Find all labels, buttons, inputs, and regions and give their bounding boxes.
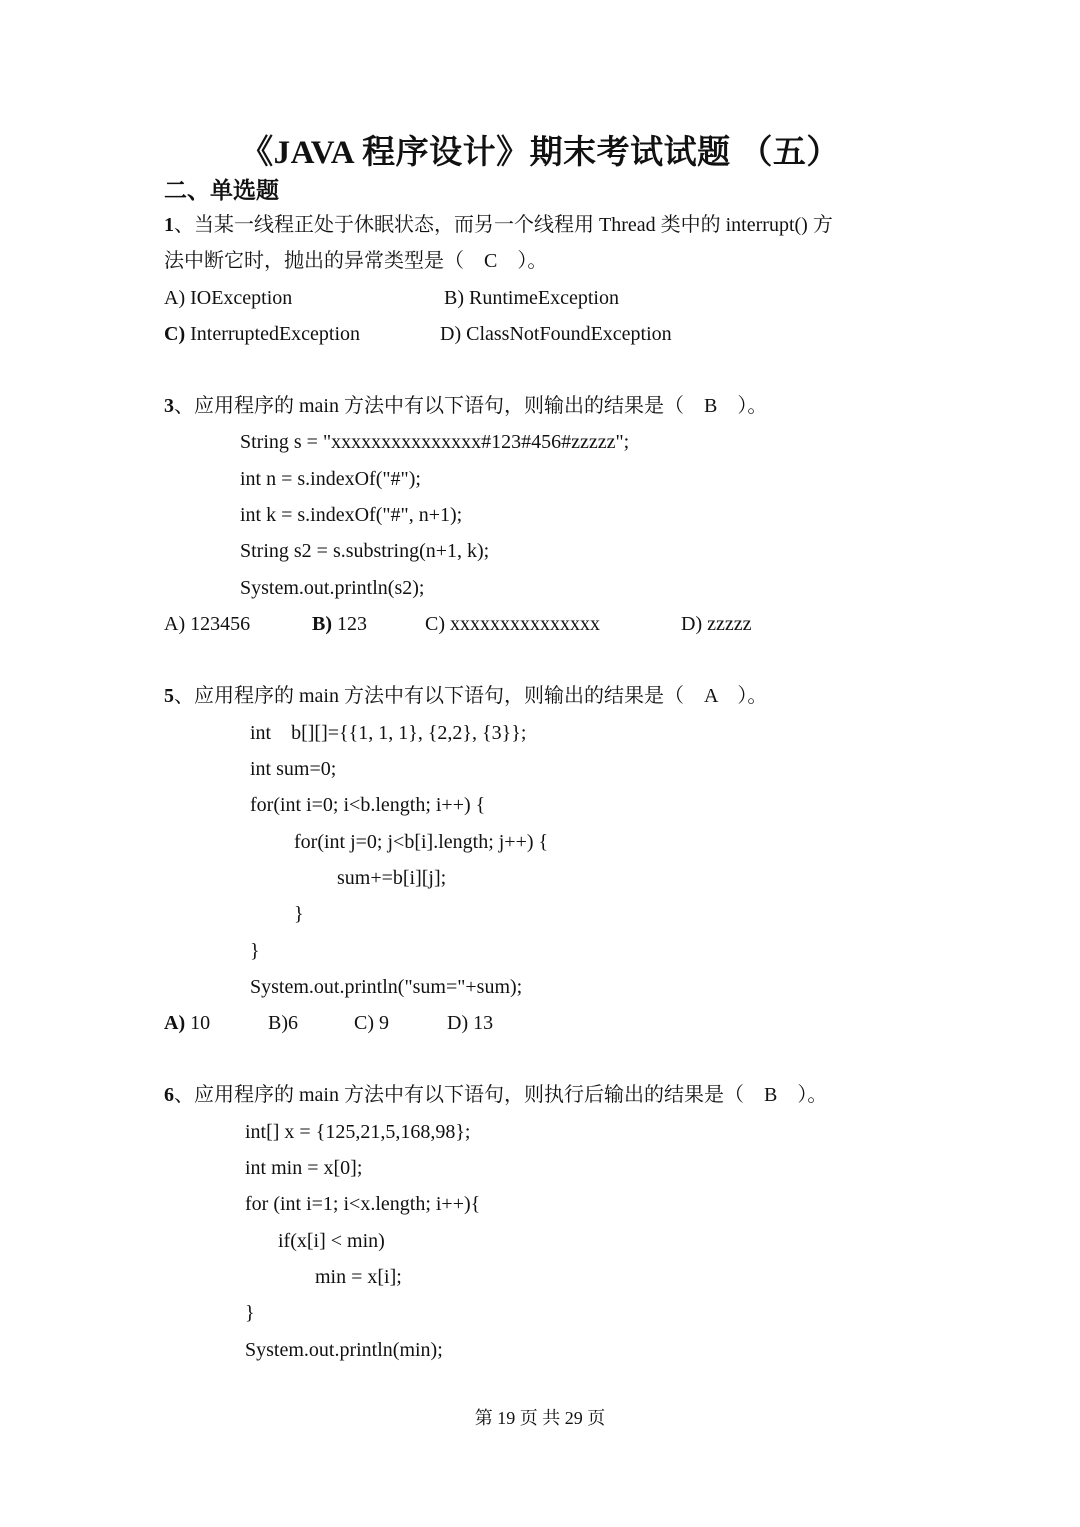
q1-option-d: D) ClassNotFoundException (440, 323, 672, 345)
question-3-line-1: 3、应用程序的 main 方法中有以下语句，则输出的结果是（ B ）。 (164, 395, 768, 417)
q5-code-line: for(int j=0; j<b[i].length; j++) { (294, 831, 549, 853)
q5-code-line: } (250, 940, 260, 962)
q1-option-a: A) IOException (164, 287, 293, 309)
q5-option-b: B)6 (268, 1012, 298, 1034)
q3-option-a: A) 123456 (164, 613, 251, 635)
q5-option-d: D) 13 (447, 1012, 494, 1034)
q3-code-line: System.out.println(s2); (240, 577, 425, 599)
q3-code-line: int n = s.indexOf("#"); (240, 468, 421, 490)
q6-code-line: min = x[i]; (315, 1266, 402, 1288)
question-number: 3 (164, 395, 174, 417)
q5-code-line: System.out.println("sum="+sum); (250, 976, 523, 998)
question-6-line-1: 6、应用程序的 main 方法中有以下语句，则执行后输出的结果是（ B ）。 (164, 1084, 828, 1106)
q6-code-line: } (245, 1302, 255, 1324)
q3-code-line: String s2 = s.substring(n+1, k); (240, 540, 490, 562)
question-number: 1 (164, 214, 174, 236)
q5-option-a: A) 10 (164, 1012, 211, 1034)
q3-option-d: D) zzzzz (681, 613, 752, 635)
question-1-line-2: 法中断它时，抛出的异常类型是（ C ）。 (164, 250, 548, 272)
question-number: 5 (164, 685, 174, 707)
question-1-line-1: 1、当某一线程正处于休眠状态，而另一个线程用 Thread 类中的 interrupt() 方 (164, 214, 833, 236)
q3-option-c: C) xxxxxxxxxxxxxxx (425, 613, 600, 635)
q5-option-c: C) 9 (354, 1012, 389, 1034)
q6-code-line: int[] x = {125,21,5,168,98}; (245, 1121, 471, 1143)
q5-code-line: } (294, 903, 304, 925)
q1-option-b: B) RuntimeException (444, 287, 619, 309)
question-5-line-1: 5、应用程序的 main 方法中有以下语句，则输出的结果是（ A ）。 (164, 685, 768, 707)
q5-code-line: int sum=0; (250, 758, 337, 780)
q6-code-line: for (int i=1; i<x.length; i++){ (245, 1193, 481, 1215)
q5-code-line: int b[][]={{1, 1, 1}, {2,2}, {3}}; (250, 722, 527, 744)
q3-code-line: int k = s.indexOf("#", n+1); (240, 504, 463, 526)
question-number: 6 (164, 1084, 174, 1106)
q1-option-c: C) InterruptedException (164, 323, 361, 345)
page-title: 《JAVA 程序设计》期末考试试题 （五） (240, 135, 840, 171)
q6-code-line: System.out.println(min); (245, 1339, 443, 1361)
q6-code-line: if(x[i] < min) (278, 1230, 385, 1252)
section-heading: 二、单选题 (164, 178, 279, 203)
page-footer: 第 19 页 共 29 页 (474, 1408, 606, 1428)
q5-code-line: for(int i=0; i<b.length; i++) { (250, 794, 486, 816)
q5-code-line: sum+=b[i][j]; (337, 867, 447, 889)
q6-code-line: int min = x[0]; (245, 1157, 363, 1179)
q3-code-line: String s = "xxxxxxxxxxxxxxx#123#456#zzzzz"; (240, 431, 630, 453)
q3-option-b: B) 123 (312, 613, 367, 635)
